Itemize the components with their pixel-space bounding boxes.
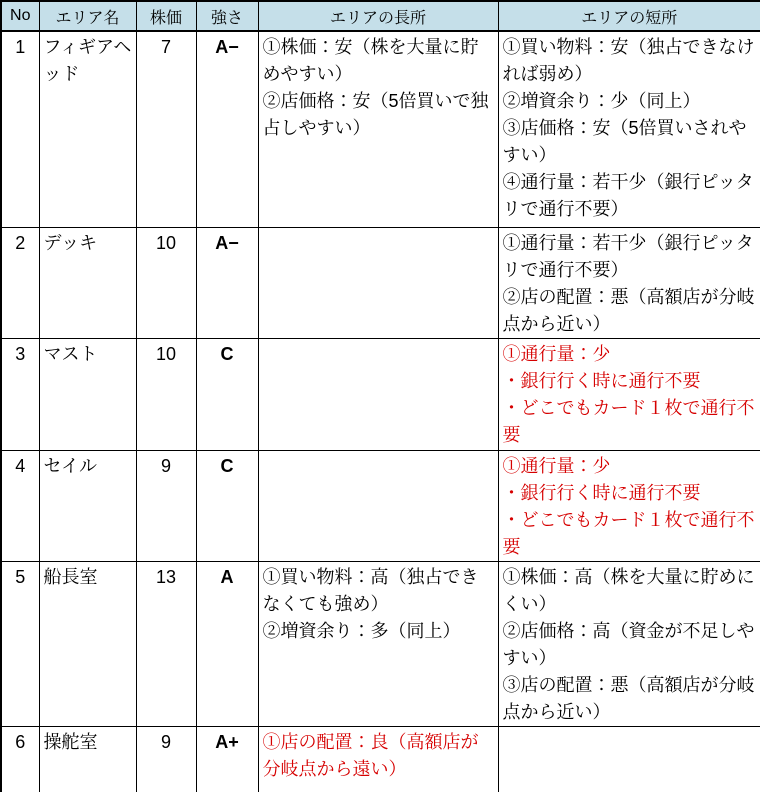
cell-strength: A− xyxy=(196,31,258,227)
cons-item: ・どこでもカード１枚で通行不要 xyxy=(502,397,755,445)
table-row xyxy=(1,561,760,726)
cell-cons xyxy=(498,31,760,227)
cell-pros xyxy=(258,726,498,792)
cell-cons xyxy=(498,227,760,338)
cell-no: 2 xyxy=(1,227,39,338)
table-row xyxy=(1,338,760,450)
cell-no: 4 xyxy=(1,450,39,561)
cell-area-name: デッキ xyxy=(39,227,136,338)
cell-area-name: 操舵室 xyxy=(39,726,136,792)
cell-no: 6 xyxy=(1,726,39,792)
cell-pros xyxy=(258,338,498,450)
cons-item: ①通行量：少 xyxy=(502,455,611,476)
cell-cons xyxy=(498,726,760,792)
cons-item: ①通行量：少 xyxy=(502,343,611,364)
pros-item: ①店の配置：良（高額店が分岐点から遠い） xyxy=(262,731,479,779)
cell-cons xyxy=(498,561,760,726)
cons-item: ④通行量：若干少（銀行ピッタリで通行不要） xyxy=(502,172,754,219)
cons-item: ②増資余り：少（同上） xyxy=(502,91,701,111)
pros-item: ②店価格：安（5倍買いで独占しやすい） xyxy=(262,91,489,138)
col-header-pros: エリアの長所 xyxy=(258,1,498,31)
col-header-area-name: エリア名 xyxy=(39,1,136,31)
cell-strength: A+ xyxy=(196,726,258,792)
cell-cons xyxy=(498,450,760,561)
cell-no: 3 xyxy=(1,338,39,450)
cell-stock-price: 9 xyxy=(136,450,196,561)
cons-item: ・銀行行く時に通行不要 xyxy=(502,482,701,503)
col-header-no: No xyxy=(1,1,39,31)
cell-pros xyxy=(258,227,498,338)
cell-stock-price: 10 xyxy=(136,338,196,450)
cell-area-name: 船長室 xyxy=(39,561,136,726)
cell-stock-price: 9 xyxy=(136,726,196,792)
cons-item: ②店の配置：悪（高額店が分岐点から近い） xyxy=(502,286,755,334)
cons-item: ③店価格：安（5倍買いされやすい） xyxy=(502,118,747,165)
table-row xyxy=(1,726,760,792)
cell-stock-price: 10 xyxy=(136,227,196,338)
cell-no: 5 xyxy=(1,561,39,726)
cell-cons xyxy=(498,338,760,450)
cell-area-name: フィギアヘッド xyxy=(39,31,136,227)
cons-item: ①通行量：若干少（銀行ピッタリで通行不要） xyxy=(502,232,754,280)
cell-pros xyxy=(258,561,498,726)
cell-strength: A xyxy=(196,561,258,726)
cell-pros xyxy=(258,450,498,561)
pros-item: ①株価：安（株を大量に貯めやすい） xyxy=(262,37,479,84)
cons-item: ②店価格：高（資金が不足しやすい） xyxy=(502,620,755,668)
cell-stock-price: 7 xyxy=(136,31,196,227)
table-row xyxy=(1,450,760,561)
col-header-cons: エリアの短所 xyxy=(498,1,760,31)
cons-item: ③店の配置：悪（高額店が分岐点から近い） xyxy=(502,674,755,722)
col-header-strength: 強さ xyxy=(196,1,258,31)
col-header-stock-price: 株価 xyxy=(136,1,196,31)
pros-item: ①買い物料：高（独占できなくても強め） xyxy=(262,566,479,614)
cell-strength: C xyxy=(196,338,258,450)
cell-area-name: セイル xyxy=(39,450,136,561)
cons-item: ①株価：高（株を大量に貯めにくい） xyxy=(502,566,755,614)
table-row xyxy=(1,227,760,338)
table-row xyxy=(1,31,760,227)
cell-stock-price: 13 xyxy=(136,561,196,726)
cell-area-name: マスト xyxy=(39,338,136,450)
cons-item: ・銀行行く時に通行不要 xyxy=(502,370,701,391)
cons-item: ・どこでもカード１枚で通行不要 xyxy=(502,509,755,557)
cell-strength: C xyxy=(196,450,258,561)
cell-no: 1 xyxy=(1,31,39,227)
table-body xyxy=(1,31,760,792)
header-row xyxy=(1,1,760,31)
pros-item: ②増資余り：多（同上） xyxy=(262,620,461,641)
cell-strength: A− xyxy=(196,227,258,338)
cell-pros xyxy=(258,31,498,227)
cons-item: ①買い物料：安（独占できなければ弱め） xyxy=(502,37,755,84)
